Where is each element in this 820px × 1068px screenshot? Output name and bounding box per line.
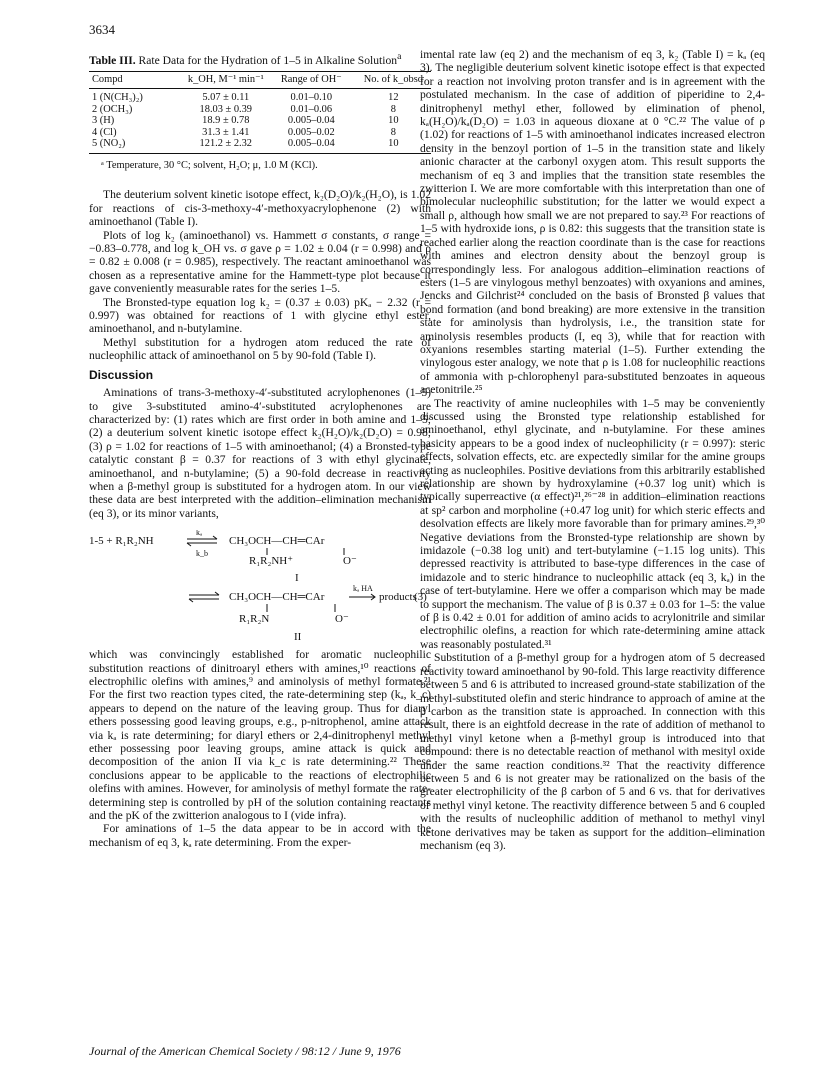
- table-cell: 0.01–0.06: [290, 103, 333, 115]
- table-cell: 0.005–0.02: [287, 126, 335, 138]
- table-cell: 2 (OCH₃): [92, 103, 133, 115]
- intermediate-label: I: [295, 572, 299, 585]
- table-footnote: ᵃ Temperature, 30 °C; solvent, H₂O; μ, 1.0 M (KCl).: [101, 160, 318, 172]
- table-row: [89, 104, 431, 116]
- paragraph: Aminations of trans-3-methoxy-4′-substituted acrylophenones (1–5) to give 3-substituted amino-4′-substituted acrylophenones are characterized by: (1) rates which are first order in both amine and 1–5; (2) a deuterium solvent kinetic isotope effect k₂(H₂O)/k₂(D₂O) = 0.98; (3) ρ = 1.02 for reactions of 1–5 with aminoethanol; (4) a Bronsted-type catalytic constant β = 0.37 for reactions of 3 with ethyl glycinate, aminoethanol, and n-butylamine; (5) a 90-fold decrease in reactivity when a β-methyl group is substituted for a hydrogen atom. In our view these data are best interpreted with the addition–elimination mechanism (eq 3), or its minor variants,: [89, 386, 431, 520]
- reaction-scheme-drawing: [89, 530, 431, 642]
- table-cell: 5.07 ± 0.11: [202, 92, 250, 104]
- paragraph: For aminations of 1–5 the data appear to be in accord with the mechanism of eq 3, kₐ rate determining. From the exper-: [89, 822, 431, 849]
- reaction-scheme: [89, 530, 431, 642]
- table-cell: 0.005–0.04: [287, 115, 335, 127]
- table-label: Table III.: [89, 53, 136, 67]
- page-number: 3634: [89, 22, 115, 37]
- equation-number: (3): [414, 591, 427, 604]
- rate-data-table: [89, 71, 431, 154]
- paragraph: Methyl substitution for a hydrogen atom reduced the rate of nucleophilic attack of aminoethanol on 5 by 90-fold (Table I).: [89, 335, 431, 363]
- table-row: [89, 138, 431, 153]
- table-header: k_OH, M⁻¹ min⁻¹: [185, 72, 267, 89]
- left-column: [89, 50, 431, 849]
- table-cell: 18.9 ± 0.78: [202, 115, 250, 127]
- scheme-oxide: O⁻: [343, 555, 357, 568]
- table-cell: 0.01–0.10: [290, 92, 333, 104]
- table-cell: 8: [390, 103, 396, 115]
- paragraph: Substitution of a β-methyl group for a hydrogen atom of 5 decreased reactivity toward aminoethanol by 90-fold. This large reactivity difference between 5 and 6 is attributed to increased ground-state stabilization of the methyl-substituted olefin and steric hindrance to approach of amine at the β carbon as the transition state is approached. In connection with this result, there is an eightfold decrease in the rate of addition of methanol to methyl vinyl ketone when a β-methyl group is introduced into that compound: there is no detectable reaction of methanol with mesityl oxide under the same reaction conditions.³² That the reactivity difference between 5 and 6 is not greater may be rationalized on the basis of the greater electrophilicity of the β carbon of 5 and 6 vs. that for derivatives of methyl vinyl ketone. The reactivity difference between 5 and 6 coupled with the results of nucleophilic addition of methanol to methyl vinyl ketone derivatives may be taken as support for the addition–elimination mechanism (eq 3).: [420, 651, 765, 852]
- table-cell: 31.3 ± 1.41: [202, 126, 250, 138]
- scheme-second-formula: CH₃OCH—CH═CAr: [229, 591, 325, 604]
- scheme-reactants: 1-5 + R₁R₂NH: [89, 535, 154, 548]
- scheme-intermediate-formula: CH₃OCH—CH═CAr: [229, 535, 325, 548]
- paragraph: which was convincingly established for aromatic nucleophilic substitution reactions of dinitroaryl ethers with amines,¹⁰ reactions of electrophilic olefins with amines,⁹ and aminolysis of methyl formate.²¹ For the first two reaction types cited, the rate-determining step (kₐ, k_c) appears to depend on the nature of the leaving group. Thus for diaryl ethers possessing good leaving groups, e.g., p-nitrophenol, amine attack via kₐ is rate determining; for diaryl ethers or 2,4-dinitrophenyl methyl ether possessing poor leaving groups, amine attack is quick and decomposition of the anion II via k_c is rate determining.²² These conclusions appear to be applicable to the reactions of electrophilic olefins with amines. However, for aminolysis of methyl formate the rate-determining step is controlled by pH of the solution containing reactants and the pK of the zwitterion analogous to I (vide infra).: [89, 648, 431, 823]
- paragraph: The Bronsted-type equation log k₂ = (0.37 ± 0.03) pKₐ − 2.32 (r = 0.997) was obtained for reactions of 1 with glycine ethyl ester, aminoethanol, and n-butylamine.: [89, 295, 431, 336]
- section-heading: Discussion: [89, 367, 154, 382]
- paragraph: The deuterium solvent kinetic isotope effect, k₂(D₂O)/k₂(H₂O), is 1.02 for reactions of cis-3-methoxy-4′-methoxyacrylophenone (2) with aminoethanol (Table I).: [89, 188, 431, 229]
- table-cell: 4 (Cl): [92, 126, 117, 138]
- table-cell: 0.005–0.04: [267, 138, 356, 153]
- table-cell: 10: [388, 115, 399, 127]
- table-row: [89, 127, 431, 139]
- scheme-oxide-2: O⁻: [335, 613, 349, 626]
- table-cell: 121.2 ± 2.32: [185, 138, 267, 153]
- scheme-amine-group: R₁R₂N: [239, 613, 270, 626]
- table-caption: [89, 50, 431, 67]
- scheme-ammonium: R₁R₂NH⁺: [249, 555, 294, 568]
- table-note-mark: a: [397, 51, 402, 62]
- intermediate-label-2: II: [294, 631, 302, 643]
- table-cell: 5 (NO₂): [89, 138, 185, 153]
- rate-constant-kb: k_b: [196, 549, 208, 559]
- paragraph: The reactivity of amine nucleophiles with 1–5 may be conveniently discussed using the Bronsted type relationship established for aminoethanol, ethyl glycinate, and n-butylamine. For these amines basicity appears to be a good index of nucleophilicity (r = 0.997): steric effects, solvation effects, etc. are expectedly similar for the amine groups acting as nucleophiles. Positive deviations from this arbitrarily established relationship are shown by hydroxylamine (+0.37 log unit) which is typically superreactive (α effect)²¹,²⁶⁻²⁸ in addition–elimination reactions at sp² carbon and morpholine (+0.47 log unit) for which steric effects and desolvation effects are likely more favorable than for primary amines.²⁹,³⁰ Negative deviations from the Bronsted-type relationship are shown by imidazole (−0.38 log unit) and tert-butylamine (−1.15 log units). This depressed reactivity is attributed to base-type differences in the case of imidazole and to steric hindrance to nucleophilic attack (eq 3, kₐ) in the case of tert-butylamine. Here we offer a comparison which may be made to support the mechanism. The value of β is 0.37 ± 0.03 for 1–5: the value of β is 0.42 ± 0.01 for addition of amino acids to acrylonitrile and similar electrophilic olefins, a reaction for which rate-determining amine attack was reasonably postulated.³¹: [420, 396, 765, 651]
- rate-constant-ka-ha: kₐ HA: [353, 584, 373, 594]
- table-header: No. of k_obsd: [356, 72, 431, 89]
- table-title: Rate Data for the Hydration of 1–5 in Alkaline Solution: [138, 53, 398, 67]
- right-column: [420, 48, 765, 852]
- table-cell: 1 (N(CH₃)₂): [92, 92, 143, 104]
- table-cell: 8: [390, 126, 396, 138]
- table-header: Compd: [89, 72, 185, 89]
- table-cell: 18.03 ± 0.39: [199, 103, 253, 115]
- table-cell: 12: [388, 92, 399, 104]
- table-cell: 3 (H): [92, 115, 115, 127]
- rate-constant-ka: kₐ: [196, 530, 203, 538]
- table-row: [89, 115, 431, 127]
- paragraph: imental rate law (eq 2) and the mechanism of eq 3, k₂ (Table I) = kₐ (eq 3). The negligible deuterium solvent kinetic isotope effect is that expected for a reaction not involving proton transfer and is in agreement with the postulated mechanism. In the case of addition of piperidine to 2,4-dinitrophenyl methyl ether, followed by elimination of phenol, kₐ(H₂O)/kₐ(D₂O) = 1.03 in aqueous dioxane at 0 °C.²² The value of ρ (1.02) for reactions of 1–5 with aminoethanol indicates increased electron density in the benzoyl portion of 1–5 in the transition state and likely anionic character at the carbonyl oxygen atom. This result supports the mechanism of eq 3 and implies that the transition state resembles the zwitterion I. We are more comfortable with this interpretation than one of bimolecular nucleophilic substitution; for the latter we would expect a small ρ, although how small we are not prepared to say.²³ For reactions of 1–5 with hydroxide ions, ρ is 0.82: this suggests that the transition state is reached earlier along the reaction coordinate than is the case for reactions with amines and electron density about the benzoyl group is correspondingly less. For analogous addition–elimination reactions of esters (1–5 are vinylogous methyl benzoates) with oxyanions and amines, Jencks and Gilchrist²⁴ concluded on the basis of Bronsted β values that bond formation (and bond breaking) are more extensive in the transition state for aminolysis than hydrolysis, i.e., the transition state for aminolysis resembles products (I, eq 3), while that for reaction with oxyanions resembles starting material (1–5). Further extending the vinylogous ester analogy, we note that ρ is 1.08 for nucleophilic reactions of ammonia with p-chlorophenyl para-substituted benzoates in aqueous acetonitrile.²⁵: [420, 48, 765, 397]
- table-cell: 10: [356, 138, 431, 153]
- journal-footer: Journal of the American Chemical Society / 98:12 / June 9, 1976: [89, 1044, 401, 1058]
- paragraph: Plots of log k₂ (aminoethanol) vs. Hammett σ constants, σ range = −0.83–0.778, and log k_OH vs. σ gave ρ = 1.02 ± 0.04 (r = 0.998) and ρ = 0.82 ± 0.008 (r = 0.985), respectively. The reactant aminoethanol was chosen as a representative amine for the Hammett-type plot because it gave conveniently measurable rates for the series 1–5.: [89, 228, 431, 296]
- table-header: Range of OH⁻: [267, 72, 356, 89]
- scheme-products: products: [379, 591, 417, 604]
- table-row: [89, 89, 431, 104]
